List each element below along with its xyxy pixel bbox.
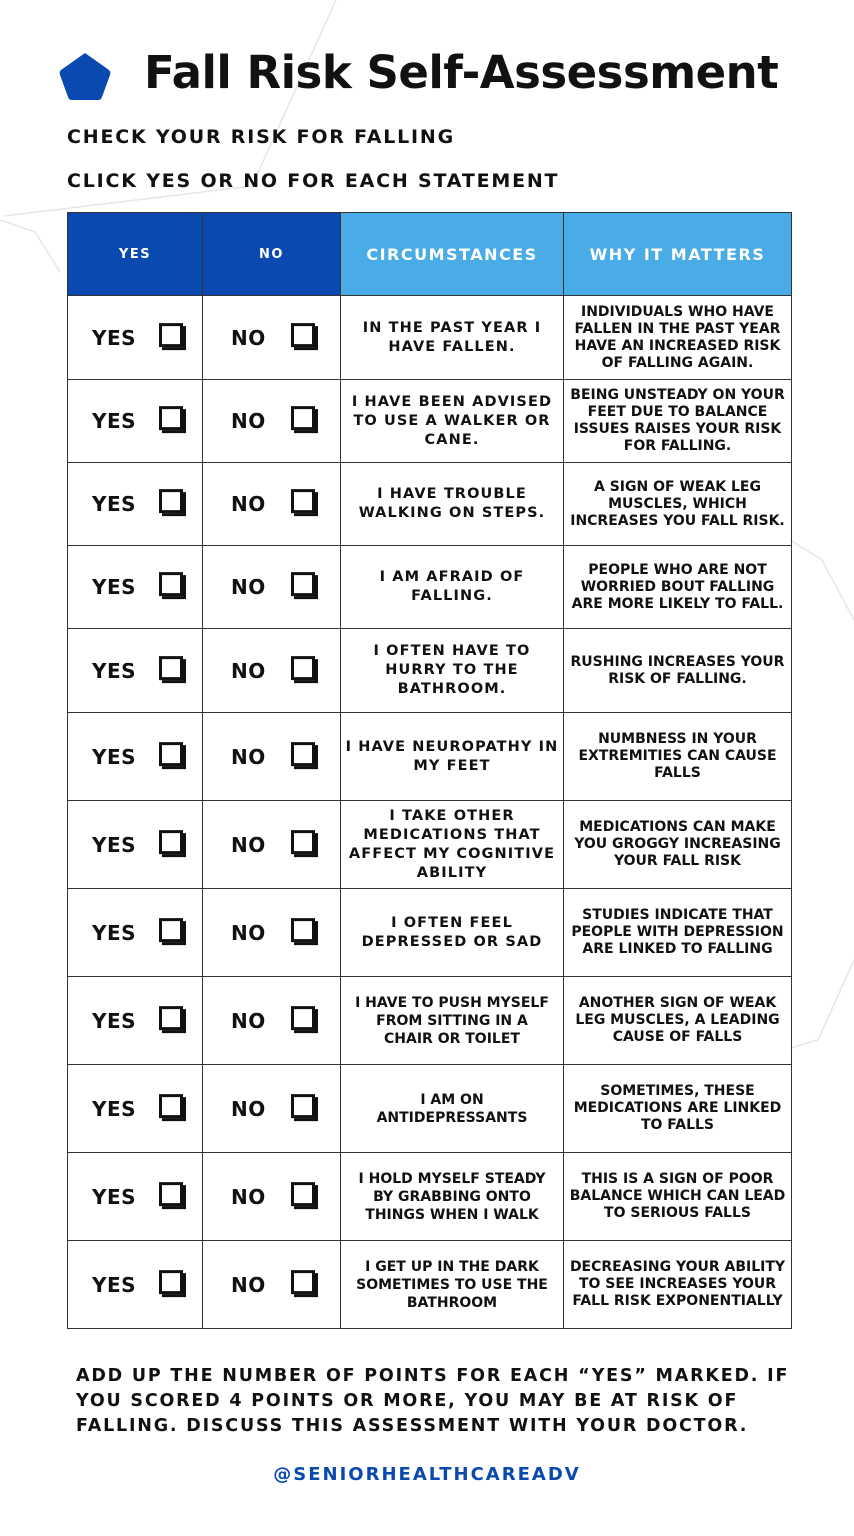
table-row [68, 1153, 792, 1241]
yes-label: YES [92, 325, 137, 350]
no-label: NO [231, 1272, 266, 1297]
checkbox-icon[interactable] [159, 572, 183, 596]
no-label: NO [231, 409, 266, 433]
social-handle[interactable]: @SENIORHEALTHCAREADV [273, 1464, 581, 1485]
circumstance-text: I HOLD MYSELF STEADY BY GRABBING ONTO THINGS WHEN I WALK [341, 1153, 564, 1241]
checkbox-icon[interactable] [291, 830, 315, 854]
table-header-row [68, 213, 792, 296]
circumstance-text: I HAVE TO PUSH MYSELF FROM SITTING IN A CHAIR OR TOILET [341, 977, 564, 1065]
pentagon-logo-icon [58, 50, 112, 104]
checkbox-icon[interactable] [291, 1006, 315, 1030]
checkbox-icon[interactable] [159, 323, 183, 347]
checkbox-icon[interactable] [291, 742, 315, 766]
table-row [68, 1241, 792, 1329]
checkbox-icon[interactable] [291, 1094, 315, 1118]
table-row [68, 296, 792, 380]
no-option[interactable] [203, 463, 341, 546]
circumstance-text: IN THE PAST YEAR I HAVE FALLEN. [341, 296, 564, 380]
subtitle-instructions: CLICK YES OR NO FOR EACH STATEMENT [67, 170, 560, 192]
table-row [68, 977, 792, 1065]
yes-label: YES [92, 1184, 137, 1209]
yes-label: YES [92, 409, 137, 433]
scoring-instructions: ADD UP THE NUMBER OF POINTS FOR EACH “YES” MARKED. IF YOU SCORED 4 POINTS OR MORE, YOU MAY BE AT RISK OF FALLING. DISCUSS THIS ASSESSMENT WITH YOUR DOCTOR. [76, 1366, 790, 1436]
yes-option[interactable] [68, 296, 203, 380]
checkbox-icon[interactable] [159, 1270, 183, 1294]
why-it-matters-text: PEOPLE WHO ARE NOT WORRIED BOUT FALLING ARE MORE LIKELY TO FALL. [564, 546, 792, 629]
circumstance-text: I OFTEN FEEL DEPRESSED OR SAD [341, 889, 564, 977]
circumstance-text: I OFTEN HAVE TO HURRY TO THE BATHROOM. [341, 629, 564, 713]
yes-option[interactable] [68, 1241, 203, 1329]
yes-option[interactable] [68, 801, 203, 889]
checkbox-icon[interactable] [159, 489, 183, 513]
why-it-matters-text: A SIGN OF WEAK LEG MUSCLES, WHICH INCREASES YOU FALL RISK. [564, 463, 792, 546]
subtitle-check-risk: CHECK YOUR RISK FOR FALLING [67, 126, 455, 148]
why-it-matters-text: NUMBNESS IN YOUR EXTREMITIES CAN CAUSE FALLS [564, 713, 792, 801]
no-label: NO [231, 920, 266, 945]
yes-option[interactable] [68, 380, 203, 463]
yes-option[interactable] [68, 1153, 203, 1241]
table-row [68, 1065, 792, 1153]
page-title: Fall Risk Self-Assessment [144, 46, 779, 99]
checkbox-icon[interactable] [291, 918, 315, 942]
why-it-matters-text: RUSHING INCREASES YOUR RISK OF FALLING. [564, 629, 792, 713]
yes-option[interactable] [68, 1065, 203, 1153]
no-option[interactable] [203, 801, 341, 889]
yes-label: YES [92, 658, 137, 683]
column-header-circumstances: CIRCUMSTANCES [341, 213, 564, 296]
yes-option[interactable] [68, 889, 203, 977]
no-option[interactable] [203, 889, 341, 977]
table-row [68, 629, 792, 713]
checkbox-icon[interactable] [291, 323, 315, 347]
no-option[interactable] [203, 1065, 341, 1153]
checkbox-icon[interactable] [159, 1094, 183, 1118]
no-option[interactable] [203, 1153, 341, 1241]
table-row [68, 889, 792, 977]
checkbox-icon[interactable] [159, 656, 183, 680]
why-it-matters-text: INDIVIDUALS WHO HAVE FALLEN IN THE PAST YEAR HAVE AN INCREASED RISK OF FALLING AGAIN. [564, 296, 792, 380]
checkbox-icon[interactable] [291, 656, 315, 680]
checkbox-icon[interactable] [291, 489, 315, 513]
checkbox-icon[interactable] [291, 572, 315, 596]
why-it-matters-text: THIS IS A SIGN OF POOR BALANCE WHICH CAN LEAD TO SERIOUS FALLS [564, 1153, 792, 1241]
circumstance-text: I AM AFRAID OF FALLING. [341, 546, 564, 629]
yes-label: YES [92, 575, 137, 599]
yes-label: YES [92, 1008, 137, 1033]
yes-label: YES [92, 492, 137, 516]
yes-option[interactable] [68, 546, 203, 629]
no-label: NO [231, 492, 266, 516]
column-header-yes: YES [68, 213, 203, 296]
checkbox-icon[interactable] [291, 1182, 315, 1206]
yes-label: YES [92, 832, 137, 857]
no-label: NO [231, 658, 266, 683]
why-it-matters-text: SOMETIMES, THESE MEDICATIONS ARE LINKED TO FALLS [564, 1065, 792, 1153]
no-option[interactable] [203, 629, 341, 713]
column-header-no: NO [203, 213, 341, 296]
table-row [68, 801, 792, 889]
circumstance-text: I GET UP IN THE DARK SOMETIMES TO USE THE BATHROOM [341, 1241, 564, 1329]
why-it-matters-text: MEDICATIONS CAN MAKE YOU GROGGY INCREASING YOUR FALL RISK [564, 801, 792, 889]
no-label: NO [231, 1096, 266, 1121]
checkbox-icon[interactable] [159, 406, 183, 430]
checkbox-icon[interactable] [291, 406, 315, 430]
yes-option[interactable] [68, 977, 203, 1065]
no-option[interactable] [203, 380, 341, 463]
circumstance-text: I HAVE BEEN ADVISED TO USE A WALKER OR CANE. [341, 380, 564, 463]
no-option[interactable] [203, 977, 341, 1065]
yes-label: YES [92, 1272, 137, 1297]
why-it-matters-text: ANOTHER SIGN OF WEAK LEG MUSCLES, A LEADING CAUSE OF FALLS [564, 977, 792, 1065]
why-it-matters-text: BEING UNSTEADY ON YOUR FEET DUE TO BALANCE ISSUES RAISES YOUR RISK FOR FALLING. [564, 380, 792, 463]
circumstance-text: I TAKE OTHER MEDICATIONS THAT AFFECT MY COGNITIVE ABILITY [341, 801, 564, 889]
column-header-why-it-matters: WHY IT MATTERS [564, 213, 792, 296]
yes-label: YES [92, 744, 137, 769]
no-option[interactable] [203, 1241, 341, 1329]
checkbox-icon[interactable] [159, 1182, 183, 1206]
checkbox-icon[interactable] [291, 1270, 315, 1294]
no-label: NO [231, 744, 266, 769]
no-label: NO [231, 325, 266, 350]
assessment-table [67, 212, 792, 1329]
checkbox-icon[interactable] [159, 1006, 183, 1030]
no-option[interactable] [203, 713, 341, 801]
no-label: NO [231, 1008, 266, 1033]
table-row [68, 713, 792, 801]
yes-option[interactable] [68, 629, 203, 713]
yes-option[interactable] [68, 463, 203, 546]
circumstance-text: I AM ON ANTIDEPRESSANTS [341, 1065, 564, 1153]
checkbox-icon[interactable] [159, 918, 183, 942]
why-it-matters-text: STUDIES INDICATE THAT PEOPLE WITH DEPRESSION ARE LINKED TO FALLING [564, 889, 792, 977]
yes-label: YES [92, 1096, 137, 1121]
no-label: NO [231, 1184, 266, 1209]
checkbox-icon[interactable] [159, 742, 183, 766]
table-row [68, 546, 792, 629]
table-row [68, 463, 792, 546]
checkbox-icon[interactable] [159, 830, 183, 854]
yes-label: YES [92, 920, 137, 945]
no-label: NO [231, 832, 266, 857]
yes-option[interactable] [68, 713, 203, 801]
why-it-matters-text: DECREASING YOUR ABILITY TO SEE INCREASES YOUR FALL RISK EXPONENTIALLY [564, 1241, 792, 1329]
no-label: NO [231, 575, 266, 599]
no-option[interactable] [203, 546, 341, 629]
circumstance-text: I HAVE TROUBLE WALKING ON STEPS. [341, 463, 564, 546]
table-row [68, 380, 792, 463]
no-option[interactable] [203, 296, 341, 380]
circumstance-text: I HAVE NEUROPATHY IN MY FEET [341, 713, 564, 801]
